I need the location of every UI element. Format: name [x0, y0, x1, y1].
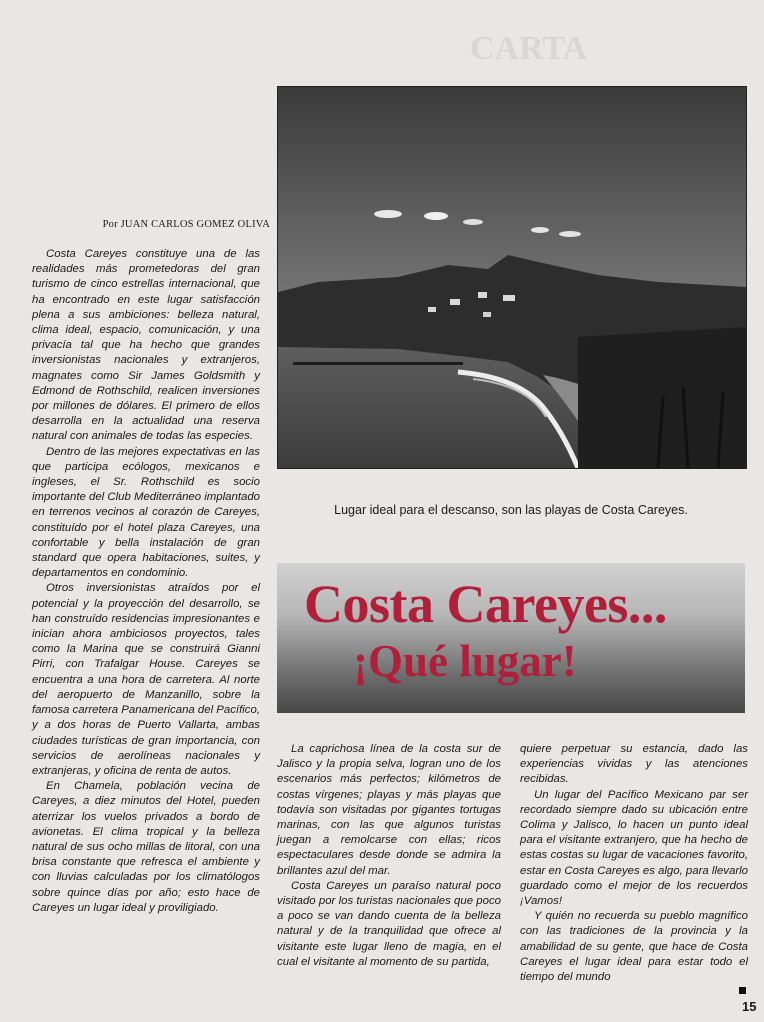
title-banner — [277, 563, 745, 713]
paragraph: En Chamela, población vecina de Careyes, a diez minutos del Hotel, pueden aterrizar los vuelos privados a bordo de avionetas. El clima tropical y la belleza natural de sus ocho millas de litoral, con una brisa constante que refresca el ambiente y con lluvias calculadas por los climatólogos sobre quince días por año; esto hace de Careyes un lugar ideal y proviligiado. — [32, 780, 260, 914]
headline: Costa Careyes... — [304, 574, 667, 634]
paragraph: La caprichosa línea de la costa sur de Jalisco y la propia selva, logran uno de los escenarios más perfectos; kilómetros de costas vírgenes; playas y más playas que todavía son visitadas por gigantes tortugas marinas, con las que algunos turistas juegan a remolcarse con ellas; ricos espectaculares desde donde se admira la brillantes azul del mar. — [277, 743, 501, 877]
page-number: 15 — [742, 999, 757, 1014]
author-byline: Por JUAN CARLOS GOMEZ OLIVA — [102, 219, 270, 230]
paragraph: Costa Careyes constituye una de las realidades más prometedoras del gran turismo de cinco estrellas internacional, que ha encontrado en este lugar satisfacción plena a sus ambiciones: belleza natural, clima ideal, espacio, comunicación, y una privacía tal que ha hecho que grandes inversionistas nacionales y extranjeros, magnates como Sir James Goldsmith y Edmond de Rothschild, realicen inversiones por millones de dólares. El primero de ellos desarrolla en la actualidad una reserva natural con animales de todas las especies. — [32, 248, 260, 443]
paragraph: Dentro de las mejores expectativas en las que participa ecólogos, mexicanos e ingleses, el Sr. Rothschild es socio importante del Club Mediterráneo implantado en terrenos vecinos al corazón de Careyes, constituído por el hotel plaza Careyes, una confortable y bella instalación de gran standard que opera habitaciones, suites, y departamentos en condominio. — [32, 445, 260, 580]
article-column-2 — [277, 742, 501, 970]
show-through-text: CARTA — [470, 30, 588, 67]
article-end-mark — [739, 987, 746, 994]
paragraph: Y quién no recuerda su pueblo magnífico con las tradiciones de la provincia y la amabilidad de su gente, que hace de Costa Careyes el lugar ideal para estar todo el tiempo del mundo — [520, 910, 748, 984]
paragraph: Otros inversionistas atraídos por el potencial y la proyección del desarrollo, se han construído residencias impresionantes e inician ahora ambiciosos proyectos, tales como la Marina que se construirá Gianni Pirri, con Trafalgar House. Careyes se encuentra a una hora de carretera. Al norte del aeropuerto de Manzanillo, sobre la famosa carretera Panamericana del Pacífico, y a dos horas de Puerto Vallarta, ambas ciudades turísticas de gran importancia, con servicios de aerolíneas nacionales y extranjeras, y oficina de renta de autos. — [32, 582, 260, 777]
article-column-1 — [32, 247, 260, 916]
paragraph: quiere perpetuar su estancia, dado las experiencias vividas y las atenciones recibidas. — [520, 743, 748, 786]
beach-photo — [277, 86, 747, 469]
paragraph: Un lugar del Pacífico Mexicano par ser recordado siempre dado su ubicación entre Colima y Jalisco, lo hacen un punto ideal para el visitante extranjero, que ha hecho de estas costas su lugar de vacaciones favorito, estar en Costa Careyes es algo, para llevarlo guardado como el mejor de los recuerdos ¡Vamos! — [520, 788, 748, 908]
paragraph: Costa Careyes un paraíso natural poco visitado por los turistas nacionales que poco a poco se van dando cuenta de la belleza natural y de la tranquilidad que ofrece al visitante este lugar lleno de magia, en el cual el visitante al momento de su partida, — [277, 879, 501, 968]
article-column-3 — [520, 742, 748, 985]
subheadline: ¡Qué lugar! — [353, 636, 577, 686]
photo-caption: Lugar ideal para el descanso, son las playas de Costa Careyes. — [334, 503, 688, 517]
